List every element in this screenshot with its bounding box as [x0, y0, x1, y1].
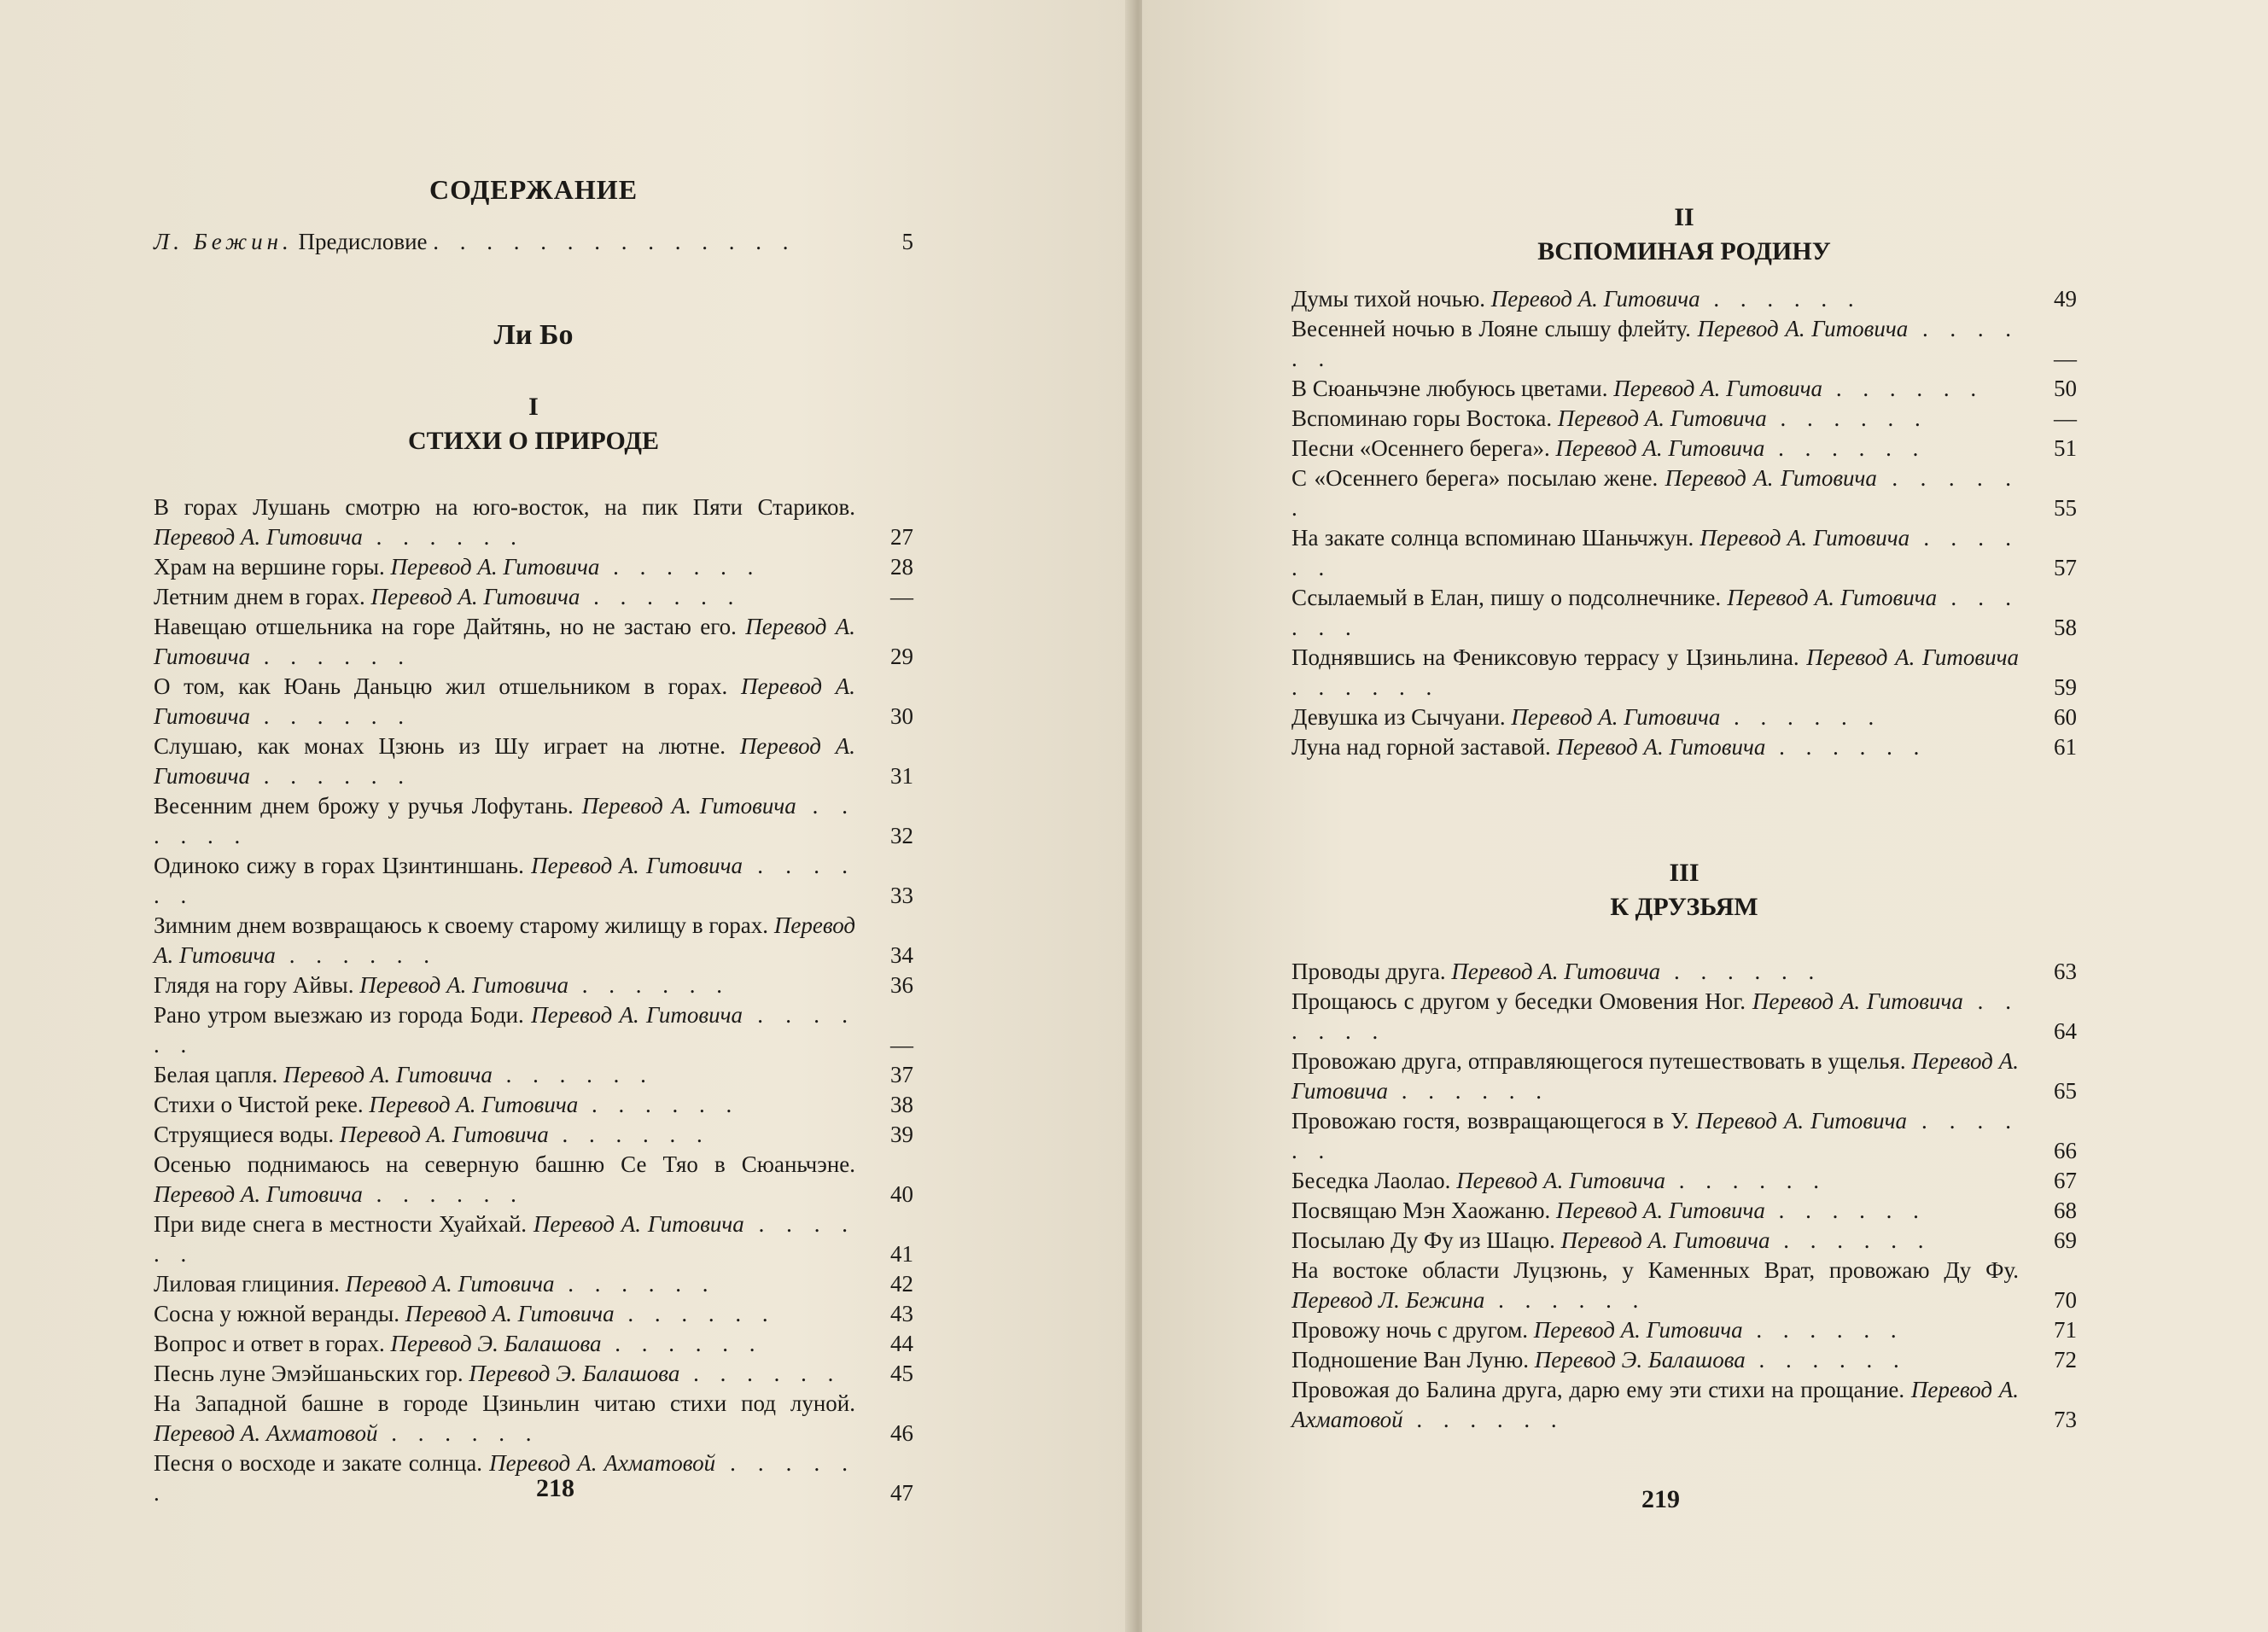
entry-title: При виде снега в местности Хуайхай. [154, 1211, 528, 1237]
left-toc-list [154, 493, 913, 1508]
entry-translator: Перевод А. Гитовича [154, 733, 856, 789]
section3-toc-list [1291, 957, 2077, 1435]
entry-page: 58 [2054, 615, 2077, 640]
entry-translator: Перевод Э. Балашова [390, 1331, 602, 1356]
entry-title: В горах Лушань смотрю на юго-восток, на пик Пяти Стариков. [154, 494, 855, 520]
entry-page: 72 [2054, 1347, 2077, 1373]
entry-title: Летним днем в горах. [154, 584, 365, 609]
entry-translator: Перевод А. Гитовича [1697, 316, 1909, 341]
entry-translator: Перевод А. Ахматовой [489, 1450, 716, 1476]
entry-title: Девушка из Сычуани. [1291, 704, 1506, 730]
toc-entry: Зимним днем возвращаюсь к своему старому жилищу в горах. Перевод А. Гитовича . . . . . . 34 [154, 911, 913, 970]
entry-title: Одиноко сижу в горах Цзинтиншань. [154, 853, 524, 878]
toc-entry: Провожаю друга, отправляющегося путешествовать в ущелья. Перевод А. Гитовича . . . . . . 65 [1291, 1046, 2077, 1106]
entry-translator: Перевод А. Гитовича [581, 793, 796, 819]
entry-title: Луна над горной заставой. [1291, 734, 1551, 760]
entry-page: 55 [2054, 495, 2077, 521]
right-page [1142, 0, 2268, 1632]
toc-entry: Посвящаю Мэн Хаожаню. Перевод А. Гитовича . . . . . . 68 [1291, 1196, 2077, 1226]
entry-title: Вопрос и ответ в горах. [154, 1331, 385, 1356]
entry-translator: Перевод А. Гитовича [531, 1002, 743, 1028]
toc-entry: Сосна у южной веранды. Перевод А. Гитовича . . . . . . 43 [154, 1299, 913, 1329]
entry-translator: Перевод А. Гитовича [345, 1271, 555, 1297]
toc-entry: Прощаюсь с другом у беседки Омовения Ног. Перевод А. Гитовича . . . . . . 64 [1291, 987, 2077, 1046]
entry-translator: Перевод А. Гитовича [369, 1092, 579, 1117]
right-column [1291, 201, 2077, 1435]
entry-translator: Перевод А. Гитовича [154, 1181, 363, 1207]
toc-entry: Поднявшись на Фениксовую террасу у Цзиньлина. Перевод А. Гитовича . . . . . . 59 [1291, 643, 2077, 702]
entry-translator: Перевод А. Гитовича [1665, 465, 1877, 491]
entry-title: На Западной башне в городе Цзиньлин читаю стихи под луной. [154, 1390, 855, 1416]
toc-entry: Глядя на гору Айвы. Перевод А. Гитовича . . . . . . 36 [154, 970, 913, 1000]
entry-translator: Перевод А. Гитовича [531, 853, 743, 878]
entry-page: 57 [2054, 555, 2077, 580]
entry-title: Ссылаемый в Елан, пишу о подсолнечнике. [1291, 585, 1722, 610]
entry-translator: Перевод А. Гитовича [1490, 286, 1700, 312]
entry-page: 66 [2054, 1138, 2077, 1163]
contents-title: СОДЕРЖАНИЕ [429, 174, 638, 205]
toc-entry: При виде снега в местности Хуайхай. Перевод А. Гитовича . . . . . . 41 [154, 1209, 913, 1269]
toc-entry: Весенним днем брожу у ручья Лофутань. Перевод А. Гитовича . . . . . . 32 [154, 791, 913, 851]
entry-page: 49 [2054, 286, 2077, 312]
entry-title: На закате солнца вспоминаю Шаньчжун. [1291, 525, 1694, 551]
entry-title: Весенним днем брожу у ручья Лофутань. [154, 793, 574, 819]
preface-text: Предисловие [298, 229, 428, 254]
entry-title: Провожая до Балина друга, дарю ему эти стихи на прощание. [1291, 1377, 1905, 1402]
entry-translator: Перевод Э. Балашова [469, 1361, 680, 1386]
entry-title: Навещаю отшельника на горе Дайтянь, но не застаю его. [154, 614, 737, 639]
toc-entry: Стихи о Чистой реке. Перевод А. Гитовича . . . . . . 38 [154, 1090, 913, 1120]
entry-page: 37 [890, 1062, 913, 1087]
entry-page: — [2054, 405, 2077, 431]
entry-title: Струящиеся воды. [154, 1122, 335, 1147]
toc-entry: О том, как Юань Даньцю жил отшельником в горах. Перевод А. Гитовича . . . . . . 30 [154, 672, 913, 731]
entry-page: 69 [2054, 1227, 2077, 1253]
entry-page: — [890, 584, 913, 609]
entry-translator: Перевод Л. Бежина [1291, 1287, 1485, 1313]
toc-entry: Осенью поднимаюсь на северную башню Се Тяо в Сюаньчэне. Перевод А. Гитовича . . . . . . 40 [154, 1150, 913, 1209]
entry-translator: Перевод А. Гитовича [154, 673, 855, 729]
entry-page: 41 [890, 1241, 913, 1267]
section2-toc-list [1291, 284, 2077, 762]
entry-page: 63 [2054, 959, 2077, 984]
entry-translator: Перевод А. Ахматовой [154, 1420, 378, 1446]
toc-entry: Подношение Ван Луню. Перевод Э. Балашова . . . . . . 72 [1291, 1345, 2077, 1375]
entry-title: Проводы друга. [1291, 959, 1446, 984]
toc-entry: Весенней ночью в Лояне слышу флейту. Перевод А. Гитовича . . . . . . — [1291, 314, 2077, 374]
entry-title: Стихи о Чистой реке. [154, 1092, 364, 1117]
section-title: СТИХИ О ПРИРОДЕ [408, 427, 659, 455]
entry-translator: Перевод А. Гитовича [154, 524, 363, 550]
entry-title: На востоке области Луцзюнь, у Каменных Врат, провожаю Ду Фу. [1291, 1257, 2019, 1283]
toc-entry: Песня о восходе и закате солнца. Перевод А. Ахматовой . . . . . . 47 [154, 1448, 913, 1508]
entry-page: 45 [890, 1361, 913, 1386]
entry-title: Глядя на гору Айвы. [154, 972, 354, 998]
entry-translator: Перевод А. Гитовича [390, 554, 600, 580]
entry-translator: Перевод А. Гитовича [1533, 1317, 1743, 1343]
entry-title: Лиловая глициния. [154, 1271, 340, 1297]
toc-entry: Песнь луне Эмэйшаньских гор. Перевод Э. Балашова . . . . . . 45 [154, 1359, 913, 1389]
entry-title: С «Осеннего берега» посылаю жене. [1291, 465, 1659, 491]
entry-translator: Перевод А. Гитовича [405, 1301, 615, 1326]
preface-entry: Л. Бежин. Предисловие . . . . . . . . . . . . . . 5 [154, 227, 913, 257]
entry-title: Провожу ночь с другом. [1291, 1317, 1529, 1343]
toc-entry: Навещаю отшельника на горе Дайтянь, но не застаю его. Перевод А. Гитовича . . . . . . 29 [154, 612, 913, 672]
toc-entry: Ссылаемый в Елан, пишу о подсолнечнике. Перевод А. Гитовича . . . . . . 58 [1291, 583, 2077, 643]
toc-entry: Рано утром выезжаю из города Боди. Перевод А. Гитовича . . . . . . — [154, 1000, 913, 1060]
entry-title: В Сюаньчэне любуюсь цветами. [1291, 376, 1608, 401]
entry-title: Осенью поднимаюсь на северную башню Се Тяо в Сюаньчэне. [154, 1151, 855, 1177]
entry-page: 59 [2054, 674, 2077, 700]
toc-entry: На закате солнца вспоминаю Шаньчжун. Перевод А. Гитовича . . . . . . 57 [1291, 523, 2077, 583]
toc-entry: Девушка из Сычуани. Перевод А. Гитовича . . . . . . 60 [1291, 702, 2077, 732]
entry-page: 28 [890, 554, 913, 580]
entry-page: 27 [890, 524, 913, 550]
entry-title: Подношение Ван Луню. [1291, 1347, 1530, 1373]
entry-page: 43 [890, 1301, 913, 1326]
toc-entry: В Сюаньчэне любуюсь цветами. Перевод А. Гитовича . . . . . . 50 [1291, 374, 2077, 404]
entry-title: Рано утром выезжаю из города Боди. [154, 1002, 524, 1028]
entry-translator: Перевод А. Гитовича [154, 912, 855, 968]
toc-entry: На Западной башне в городе Цзиньлин читаю стихи под луной. Перевод А. Ахматовой . . . . . . 46 [154, 1389, 913, 1448]
entry-page: 68 [2054, 1198, 2077, 1223]
entry-page: 64 [2054, 1018, 2077, 1044]
entry-title: Провожаю гостя, возвращающегося в У. [1291, 1108, 1689, 1134]
toc-entry: Думы тихой ночью. Перевод А. Гитовича . . . . . . 49 [1291, 284, 2077, 314]
entry-page: 73 [2054, 1407, 2077, 1432]
entry-page: 38 [890, 1092, 913, 1117]
poet-name: Ли Бо [493, 319, 574, 351]
toc-entry: Слушаю, как монах Цзюнь из Шу играет на лютне. Перевод А. Гитовича . . . . . . 31 [154, 731, 913, 791]
entry-page: 61 [2054, 734, 2077, 760]
entry-page: 36 [890, 972, 913, 998]
entry-translator: Перевод Э. Балашова [1534, 1347, 1746, 1373]
preface-author: Л. Бежин. [154, 229, 293, 254]
entry-title: Весенней ночью в Лояне слышу флейту. [1291, 316, 1691, 341]
entry-title: Посылаю Ду Фу из Шацю. [1291, 1227, 1555, 1253]
toc-entry: Луна над горной заставой. Перевод А. Гитовича . . . . . . 61 [1291, 732, 2077, 762]
entry-translator: Перевод А. Гитовича [1451, 959, 1661, 984]
entry-page: 70 [2054, 1287, 2077, 1313]
toc-entry: Лиловая глициния. Перевод А. Гитовича . . . . . . 42 [154, 1269, 913, 1299]
toc-entry: С «Осеннего берега» посылаю жене. Перевод А. Гитовича . . . . . . 55 [1291, 463, 2077, 523]
entry-page: 47 [890, 1480, 913, 1506]
entry-title: Думы тихой ночью. [1291, 286, 1486, 312]
toc-entry: Проводы друга. Перевод А. Гитовича . . . . . . 63 [1291, 957, 2077, 987]
page-number: 218 [536, 1474, 574, 1502]
entry-page: 31 [890, 763, 913, 789]
left-column [154, 171, 913, 1508]
entry-translator: Перевод А. Гитовича [1806, 644, 2020, 670]
entry-translator: Перевод А. Ахматовой [1291, 1377, 2019, 1432]
entry-title: Сосна у южной веранды. [154, 1301, 400, 1326]
entry-translator: Перевод А. Гитовича [1752, 988, 1963, 1014]
entry-page: 65 [2054, 1078, 2077, 1104]
entry-translator: Перевод А. Гитовича [339, 1122, 549, 1147]
entry-title: Провожаю друга, отправляющегося путешествовать в ущелья. [1291, 1048, 1906, 1074]
entry-title: Прощаюсь с другом у беседки Омовения Ног. [1291, 988, 1746, 1014]
entry-page: — [890, 1032, 913, 1058]
entry-page: 71 [2054, 1317, 2077, 1343]
entry-page: 32 [890, 823, 913, 848]
entry-page: 46 [890, 1420, 913, 1446]
entry-translator: Перевод А. Гитовича [1556, 734, 1766, 760]
entry-page: 33 [890, 883, 913, 908]
entry-page: 67 [2054, 1168, 2077, 1193]
page-number: 219 [1641, 1485, 1680, 1513]
entry-page: 39 [890, 1122, 913, 1147]
entry-title: О том, как Юань Даньцю жил отшельником в горах. [154, 673, 728, 699]
entry-translator: Перевод А. Гитовича [1511, 704, 1721, 730]
toc-entry: На востоке области Луцзюнь, у Каменных Врат, провожаю Ду Фу. Перевод Л. Бежина . . . . . . 70 [1291, 1256, 2077, 1315]
entry-page: 42 [890, 1271, 913, 1297]
section3-title: К ДРУЗЬЯМ [1610, 893, 1758, 921]
entry-page: — [2054, 346, 2077, 371]
entry-translator: Перевод А. Гитовича [1695, 1108, 1908, 1134]
toc-entry: Вспоминаю горы Востока. Перевод А. Гитовича . . . . . . — [1291, 404, 2077, 434]
entry-translator: Перевод А. Гитовича [1700, 525, 1910, 551]
toc-entry: Вопрос и ответ в горах. Перевод Э. Балашова . . . . . . 44 [154, 1329, 913, 1359]
entry-title: Песня о восходе и закате солнца. [154, 1450, 483, 1476]
toc-entry: Провожаю гостя, возвращающегося в У. Перевод А. Гитовича . . . . . . 66 [1291, 1106, 2077, 1166]
entry-title: Поднявшись на Фениксовую террасу у Цзиньлина. [1291, 644, 1799, 670]
entry-translator: Перевод А. Гитовича [1556, 1198, 1765, 1223]
entry-title: Песнь луне Эмэйшаньских гор. [154, 1361, 464, 1386]
entry-translator: Перевод А. Гитовича [1456, 1168, 1666, 1193]
entry-title: Белая цапля. [154, 1062, 278, 1087]
toc-entry: Белая цапля. Перевод А. Гитовича . . . . . . 37 [154, 1060, 913, 1090]
toc-entry: Струящиеся воды. Перевод А. Гитовича . . . . . . 39 [154, 1120, 913, 1150]
toc-entry: Одиноко сижу в горах Цзинтиншань. Перевод А. Гитовича . . . . . . 33 [154, 851, 913, 911]
entry-translator: Перевод А. Гитовича [1557, 405, 1767, 431]
entry-page: 60 [2054, 704, 2077, 730]
entry-title: Зимним днем возвращаюсь к своему старому жилищу в горах. [154, 912, 769, 938]
entry-title: Слушаю, как монах Цзюнь из Шу играет на лютне. [154, 733, 726, 759]
entry-translator: Перевод А. Гитовича [1727, 585, 1938, 610]
toc-entry: Беседка Лаолао. Перевод А. Гитовича . . . . . . 67 [1291, 1166, 2077, 1196]
entry-translator: Перевод А. Гитовича [1291, 1048, 2019, 1104]
section2-title: ВСПОМИНАЯ РОДИНУ [1537, 237, 1831, 265]
entry-page: 44 [890, 1331, 913, 1356]
entry-title: Вспоминаю горы Востока. [1291, 405, 1553, 431]
entry-page: 30 [890, 703, 913, 729]
toc-entry: Летним днем в горах. Перевод А. Гитовича . . . . . . — [154, 582, 913, 612]
section2-number: II [1674, 203, 1694, 231]
entry-translator: Перевод А. Гитовича [370, 584, 580, 609]
entry-translator: Перевод А. Гитовича [1613, 376, 1823, 401]
entry-title: Посвящаю Мэн Хаожаню. [1291, 1198, 1551, 1223]
toc-entry: Провожая до Балина друга, дарю ему эти стихи на прощание. Перевод А. Ахматовой . . . . . . 73 [1291, 1375, 2077, 1435]
entry-translator: Перевод А. Гитовича [1555, 435, 1765, 461]
entry-title: Беседка Лаолао. [1291, 1168, 1451, 1193]
entry-title: Песни «Осеннего берега». [1291, 435, 1550, 461]
entry-translator: Перевод А. Гитовича [283, 1062, 493, 1087]
entry-page: 51 [2054, 435, 2077, 461]
toc-entry: Песни «Осеннего берега». Перевод А. Гитовича . . . . . . 51 [1291, 434, 2077, 463]
entry-translator: Перевод А. Гитовича [1560, 1227, 1770, 1253]
entry-translator: Перевод А. Гитовича [154, 614, 855, 669]
entry-page: 40 [890, 1181, 913, 1207]
entry-translator: Перевод А. Гитовича [359, 972, 569, 998]
entry-page: 34 [890, 942, 913, 968]
entry-page: 50 [2054, 376, 2077, 401]
entry-translator: Перевод А. Гитовича [533, 1211, 744, 1237]
section-number: I [528, 393, 539, 421]
toc-entry: В горах Лушань смотрю на юго-восток, на пик Пяти Стариков. Перевод А. Гитовича . . . . . . 27 [154, 493, 913, 552]
preface-page: 5 [901, 229, 913, 254]
toc-entry: Храм на вершине горы. Перевод А. Гитовича . . . . . . 28 [154, 552, 913, 582]
toc-entry: Провожу ночь с другом. Перевод А. Гитовича . . . . . . 71 [1291, 1315, 2077, 1345]
entry-page: 29 [890, 644, 913, 669]
section3-number: III [1669, 859, 1700, 887]
toc-entry: Посылаю Ду Фу из Шацю. Перевод А. Гитовича . . . . . . 69 [1291, 1226, 2077, 1256]
entry-title: Храм на вершине горы. [154, 554, 385, 580]
